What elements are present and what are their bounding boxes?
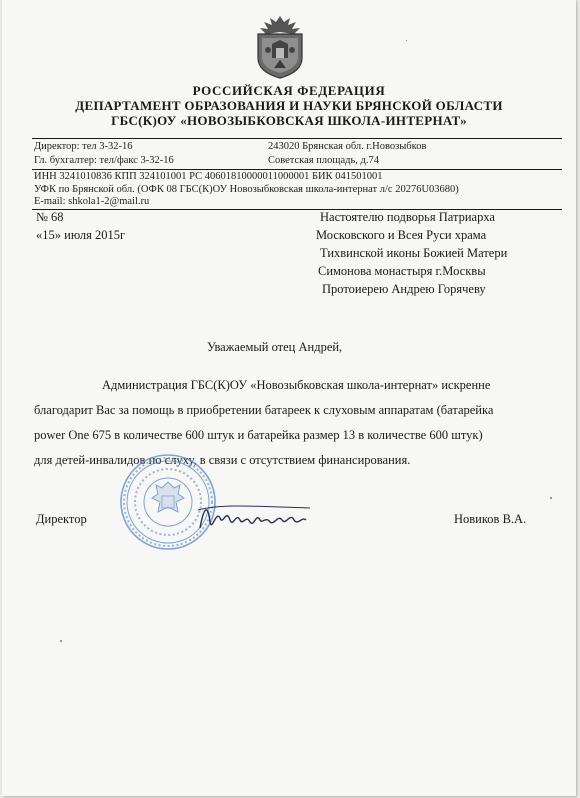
scan-speck xyxy=(406,40,407,41)
scan-speck xyxy=(550,497,552,499)
body-line-4: для детей-инвалидов по слуху, в связи с отсутствием финансирования. xyxy=(34,453,411,467)
bank-details-line-2: УФК по Брянской обл. (ОФК 08 ГБС(К)ОУ Новозыбковская школа-интернат л/с 20276U03680) xyxy=(34,184,459,195)
coat-of-arms-emblem xyxy=(250,14,310,80)
salutation: Уважаемый отец Андрей, xyxy=(207,340,343,354)
director-phone: Директор: тел 3-32-16 xyxy=(34,141,133,152)
header-school: ГБС(К)ОУ «НОВОЗЫБКОВСКАЯ ШКОЛА-ИНТЕРНАТ» xyxy=(111,113,467,128)
letter-date: «15» июля 2015г xyxy=(36,228,126,242)
scan-speck xyxy=(60,640,62,642)
letter-number: № 68 xyxy=(36,210,64,224)
recipient-line-1: Настоятелю подворья Патриарха xyxy=(320,210,495,224)
letter-body xyxy=(34,373,552,473)
handwritten-signature xyxy=(190,498,330,538)
address-line-2: Советская площадь, д.74 xyxy=(268,155,379,166)
recipient-line-2: Московского и Всея Руси храма xyxy=(316,228,487,242)
address-line-1: 243020 Брянская обл. г.Новозыбков xyxy=(268,141,427,152)
recipient-line-3: Тихвинской иконы Божией Матери xyxy=(320,246,508,260)
body-line-1: Администрация ГБС(К)ОУ «Новозыбковская школа-интернат» искренне xyxy=(102,378,491,392)
accountant-phone: Гл. бухгалтер: тел/факс 3-32-16 xyxy=(34,155,174,166)
recipient-line-4: Симонова монастыря г.Москвы xyxy=(318,264,486,278)
letter-page xyxy=(2,0,576,796)
header-country: РОССИЙСКАЯ ФЕДЕРАЦИЯ xyxy=(192,83,386,98)
body-line-2: благодарит Вас за помощь в приобретении батареек к слуховым аппаратам (батарейка xyxy=(34,403,494,417)
signatory-name: Новиков В.А. xyxy=(454,512,527,526)
header-divider xyxy=(32,138,562,139)
bank-details-line-1: ИНН 3241010836 КПП 324101001 РС 40601810000011000001 БИК 041501001 xyxy=(34,171,383,182)
email-line: E-mail: shkola1-2@mail.ru xyxy=(34,196,150,207)
recipient-line-5: Протоиерею Андрею Горячеву xyxy=(322,282,486,296)
body-line-3: power One 675 в количестве 600 штук и батарейка размер 13 в количестве 600 штук) xyxy=(34,428,483,442)
contacts-divider xyxy=(32,169,562,170)
signatory-position: Директор xyxy=(36,512,87,526)
header-department: ДЕПАРТАМЕНТ ОБРАЗОВАНИЯ И НАУКИ БРЯНСКОЙ ОБЛАСТИ xyxy=(75,98,503,113)
